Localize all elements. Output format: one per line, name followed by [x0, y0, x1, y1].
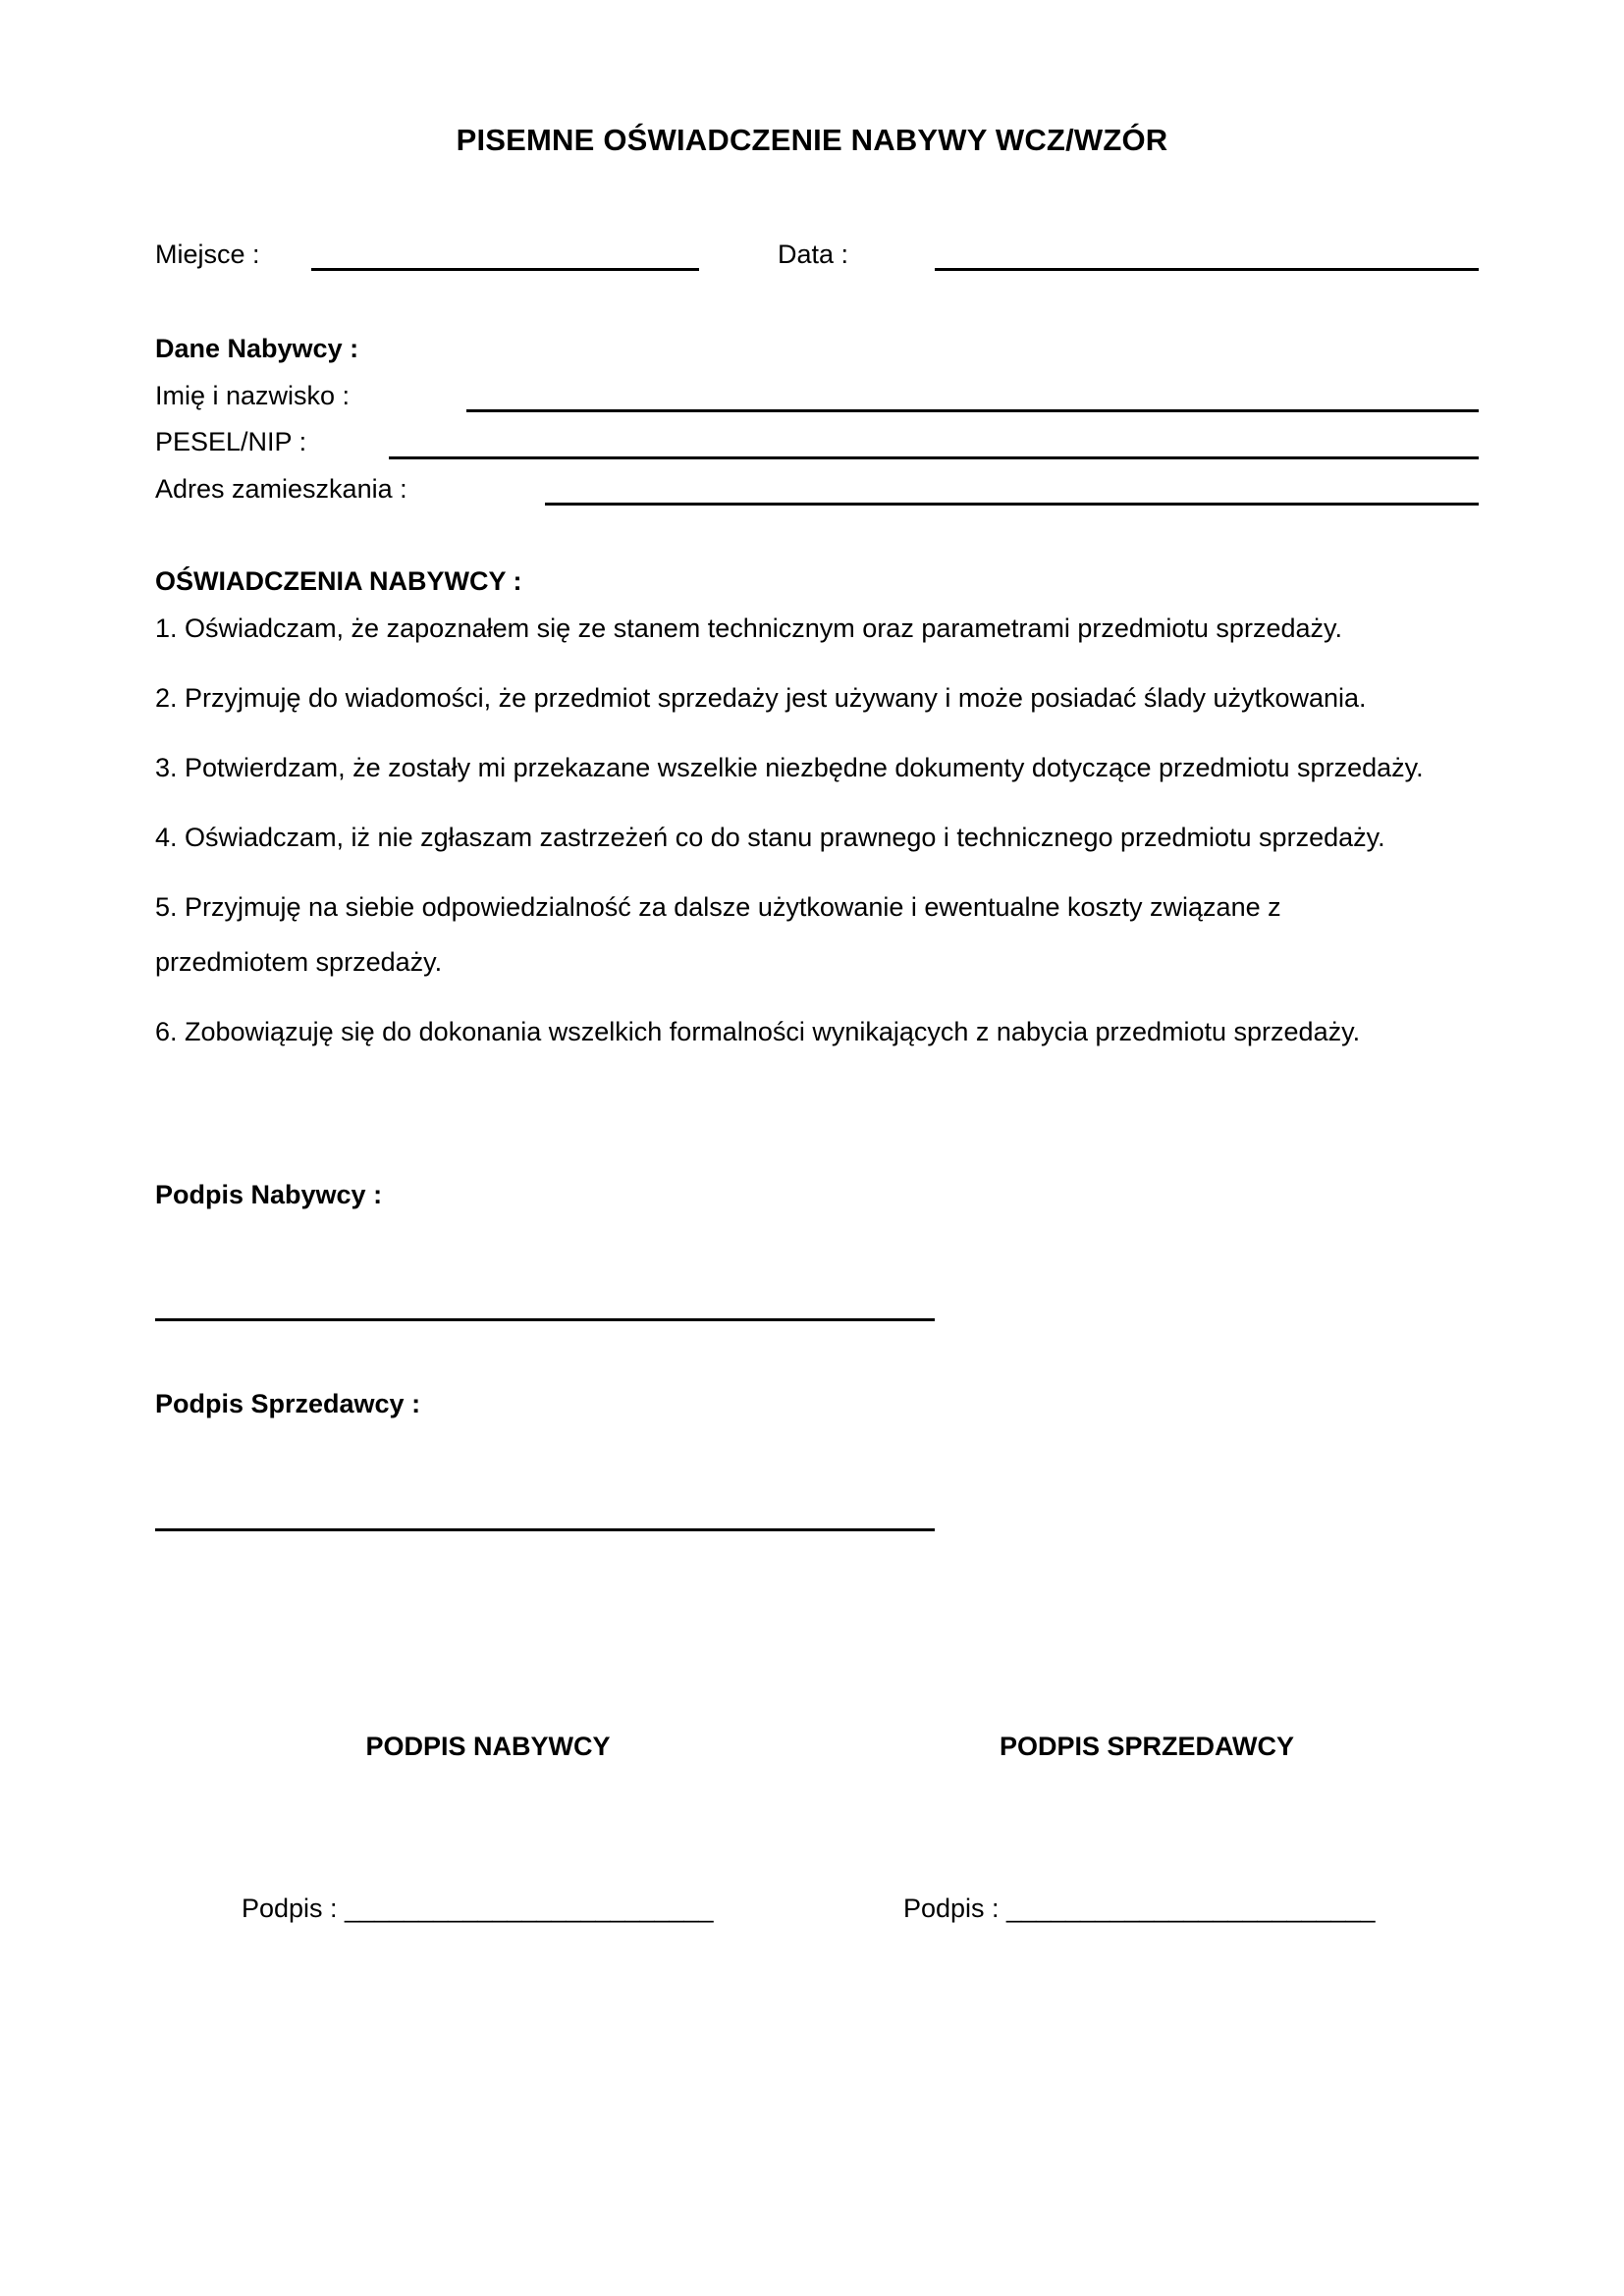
- bottom-seller-podpis[interactable]: Podpis : _________________________: [903, 1894, 1376, 1923]
- date-field[interactable]: [935, 268, 1479, 271]
- pesel-field[interactable]: [389, 456, 1479, 459]
- seller-signature-line[interactable]: [155, 1528, 935, 1531]
- statement-item-2: 2. Przyjmuję do wiadomości, że przedmiot sprzedaży jest używany i może posiadać ślady użytkowania.: [155, 683, 1367, 713]
- buyer-signature-line[interactable]: [155, 1318, 935, 1321]
- bottom-buyer-podpis[interactable]: Podpis : _________________________: [242, 1894, 714, 1923]
- statement-item-6: 6. Zobowiązuję się do dokonania wszelkich formalności wynikających z nabycia przedmiotu sprzedaży.: [155, 1017, 1361, 1046]
- document-title: PISEMNE OŚWIADCZENIE NABYWY WCZ/WZÓR: [456, 123, 1168, 157]
- date-label: Data :: [778, 240, 849, 269]
- address-field[interactable]: [545, 503, 1479, 506]
- statement-item-4: 4. Oświadczam, iż nie zgłaszam zastrzeżeń co do stanu prawnego i technicznego przedmiotu sprzedaży.: [155, 823, 1385, 852]
- place-label: Miejsce :: [155, 240, 260, 269]
- name-label: Imię i nazwisko :: [155, 381, 351, 410]
- statement-item-1: 1. Oświadczam, że zapoznałem się ze stanem technicznym oraz parametrami przedmiotu sprzedaży.: [155, 614, 1342, 643]
- seller-signature-label: Podpis Sprzedawcy :: [155, 1389, 421, 1418]
- buyer-data-heading: Dane Nabywcy :: [155, 334, 359, 363]
- statement-item-3: 3. Potwierdzam, że zostały mi przekazane wszelkie niezbędne dokumenty dotyczące przedmiotu sprzedaży.: [155, 753, 1424, 782]
- bottom-buyer-heading: PODPIS NABYWCY: [365, 1732, 611, 1761]
- statement-item-5: 5. Przyjmuję na siebie odpowiedzialność za dalsze użytkowanie i ewentualne koszty związane z przedmiotem sprzedaży.: [155, 892, 1281, 977]
- statements-heading: OŚWIADCZENIA NABYWCY :: [155, 566, 522, 596]
- address-label: Adres zamieszkania :: [155, 474, 407, 504]
- place-field[interactable]: [311, 268, 699, 271]
- bottom-seller-heading: PODPIS SPRZEDAWCY: [999, 1732, 1295, 1761]
- name-field[interactable]: [466, 409, 1479, 412]
- buyer-signature-label: Podpis Nabywcy :: [155, 1180, 383, 1209]
- pesel-label: PESEL/NIP :: [155, 427, 307, 456]
